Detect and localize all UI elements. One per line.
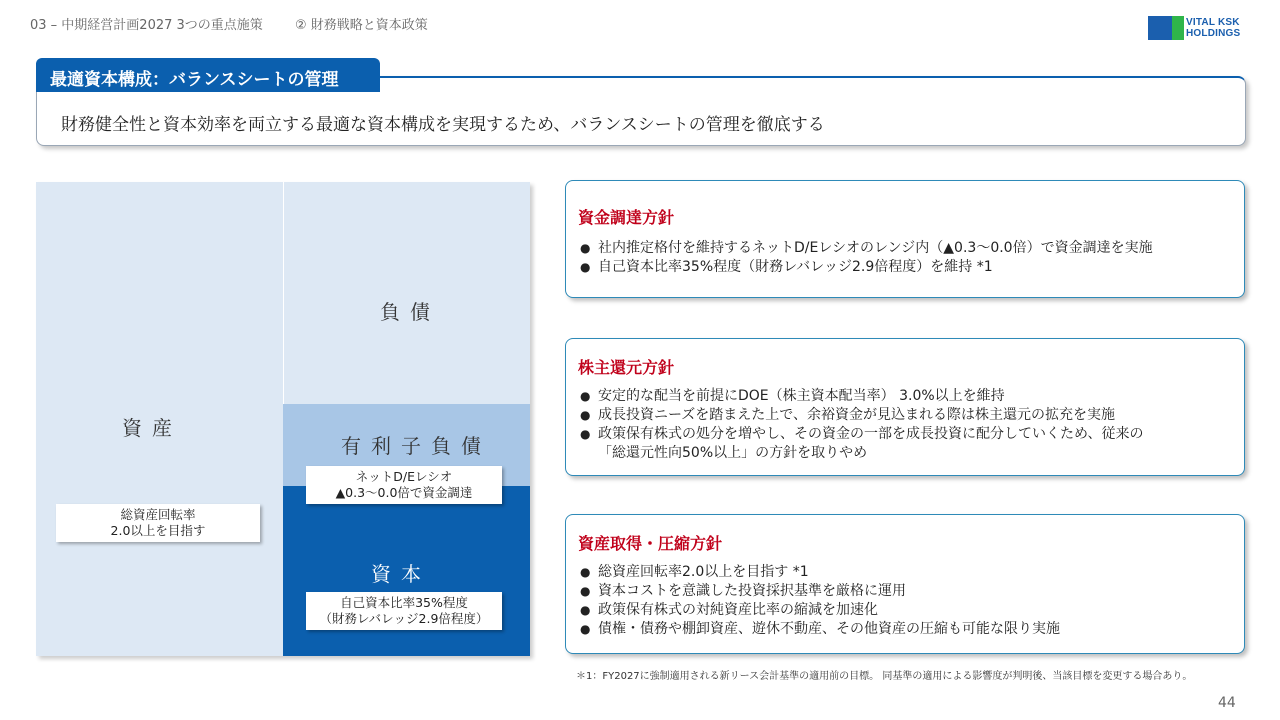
list-item: ● 政策保有株式の処分を増やし、その資金の一部を成長投資に配分していくため、従来の [580,425,1143,444]
footnote: ＊1：FY2027に強制適用される新リース会計基準の適用前の目標。 同基準の適用による影響度が判明後、当該目標を変更する場合あり。 [576,671,1193,682]
de-ratio-note [306,466,502,504]
asset-policy-box [565,514,1245,654]
bs-equity-label: 資本 [371,562,431,586]
logo-mark-icon [1148,16,1184,40]
asset-turnover-note-line-1: 総資産回転率 [120,507,196,522]
logo-line-2: HOLDINGS [1186,28,1241,39]
de-ratio-note-line-2: ▲0.3～0.0倍で資金調達 [335,485,473,500]
breadcrumb-subsection: ② 財務戦略と資本政策 [294,18,428,33]
breadcrumb [30,14,456,33]
bs-liabilities-label: 負債 [380,300,440,324]
bs-debt-label: 有利子負債 [341,434,491,458]
list-item: ● 政策保有株式の対純資産比率の縮減を加速化 [580,601,1060,620]
list-item: ● 総資産回転率2.0以上を目指す *1 [580,563,1060,582]
section-title: 最適資本構成：バランスシートの管理 [36,58,380,92]
balance-sheet-diagram [36,182,530,656]
list-item-continuation: 「総還元性向50%以上」の方針を取りやめ [598,445,868,461]
list-item: ● 自己資本比率35%程度（財務レバレッジ2.9倍程度）を維持 *1 [580,258,1153,277]
bs-assets-label: 資産 [122,416,182,440]
equity-ratio-note [306,592,502,630]
logo-text [1186,17,1240,39]
list-item: ● 安定的な配当を前提にDOE（株主資本配当率） 3.0%以上を維持 [580,387,1143,406]
de-ratio-note-line-1: ネットD/Eレシオ [355,469,453,484]
shareholder-return-policy-list [580,387,1143,463]
bs-liabilities-block [283,182,530,404]
list-item: ● 社内推定格付を維持するネットD/Eレシオのレンジ内（▲0.3～0.0倍）で資金調達を実施 [580,239,1153,258]
shareholder-return-policy-box [565,338,1245,476]
company-logo [1148,16,1248,40]
asset-turnover-note [56,504,260,542]
list-item: ● 成長投資ニーズを踏まえた上で、余裕資金が見込まれる際は株主還元の拡充を実施 [580,406,1143,425]
page-number: 44 [1218,695,1236,711]
funding-policy-title: 資金調達方針 [578,208,675,227]
bs-equity-block [283,486,530,656]
breadcrumb-section: 03 – 中期経営計画2027 3つの重点施策 [30,18,263,33]
title-statement: 財務健全性と資本効率を両立する最適な資本構成を実現するため、バランスシートの管理を徹底する [61,115,825,135]
equity-ratio-note-line-2: （財務レバレッジ2.9倍程度） [319,611,489,626]
bs-assets-block [36,182,283,656]
list-item: ● 資本コストを意識した投資採択基準を厳格に運用 [580,582,1060,601]
asset-policy-list [580,563,1060,639]
asset-turnover-note-line-2: 2.0以上を目指す [110,523,206,538]
funding-policy-list [580,239,1153,277]
list-item: ● 債権・債務や棚卸資産、遊休不動産、その他資産の圧縮も可能な限り実施 [580,620,1060,639]
shareholder-return-policy-title: 株主還元方針 [578,358,675,377]
funding-policy-box [565,180,1245,298]
asset-policy-title: 資産取得・圧縮方針 [578,534,723,553]
equity-ratio-note-line-1: 自己資本比率35%程度 [340,595,468,610]
logo-line-1: VITAL KSK [1186,17,1240,28]
